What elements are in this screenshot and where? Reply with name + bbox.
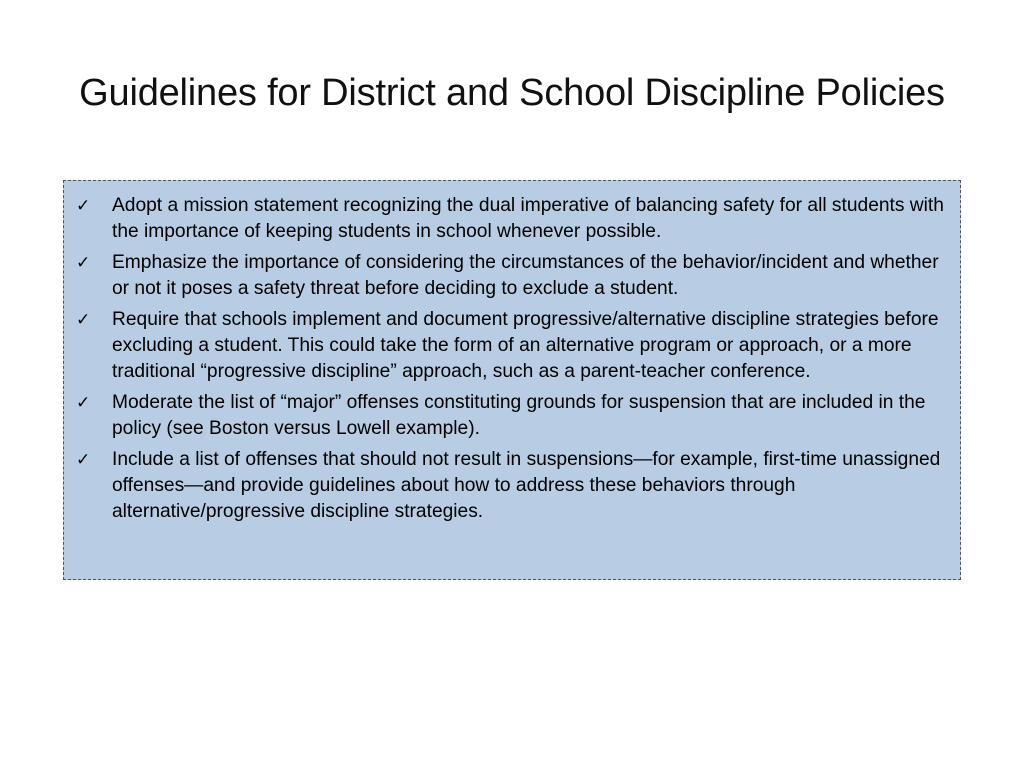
guidelines-list (74, 193, 944, 525)
check-mark-icon: ✓ (76, 196, 91, 215)
list-item (74, 250, 944, 302)
list-item (74, 193, 944, 245)
guidelines-box (63, 180, 961, 580)
list-item-text: Emphasize the importance of considering the circumstances of the behavior/incident and whether or not it poses a safety threat before deciding to exclude a student. (112, 252, 939, 299)
list-item (74, 390, 944, 442)
list-item (74, 307, 944, 385)
slide-title: Guidelines for District and School Discipline Policies (79, 72, 945, 114)
check-mark-icon: ✓ (76, 450, 91, 469)
check-mark-icon: ✓ (76, 393, 91, 412)
list-item-text: Require that schools implement and document progressive/alternative discipline strategies before excluding a student. This could take the form of an alternative program or approach, or a more traditional “progressive discipline” approach, such as a parent-teacher conference. (112, 309, 939, 382)
list-item (74, 447, 944, 525)
list-item-text: Include a list of offenses that should not result in suspensions—for example, first-time unassigned offenses—and provide guidelines about how to address these behaviors through alternative/progressive discipline strategies. (112, 449, 941, 522)
list-item-text: Adopt a mission statement recognizing the dual imperative of balancing safety for all students with the importance of keeping students in school whenever possible. (112, 195, 944, 242)
list-item-text: Moderate the list of “major” offenses constituting grounds for suspension that are included in the policy (see Boston versus Lowell example). (112, 392, 926, 439)
check-mark-icon: ✓ (76, 310, 91, 329)
check-mark-icon: ✓ (76, 253, 91, 272)
